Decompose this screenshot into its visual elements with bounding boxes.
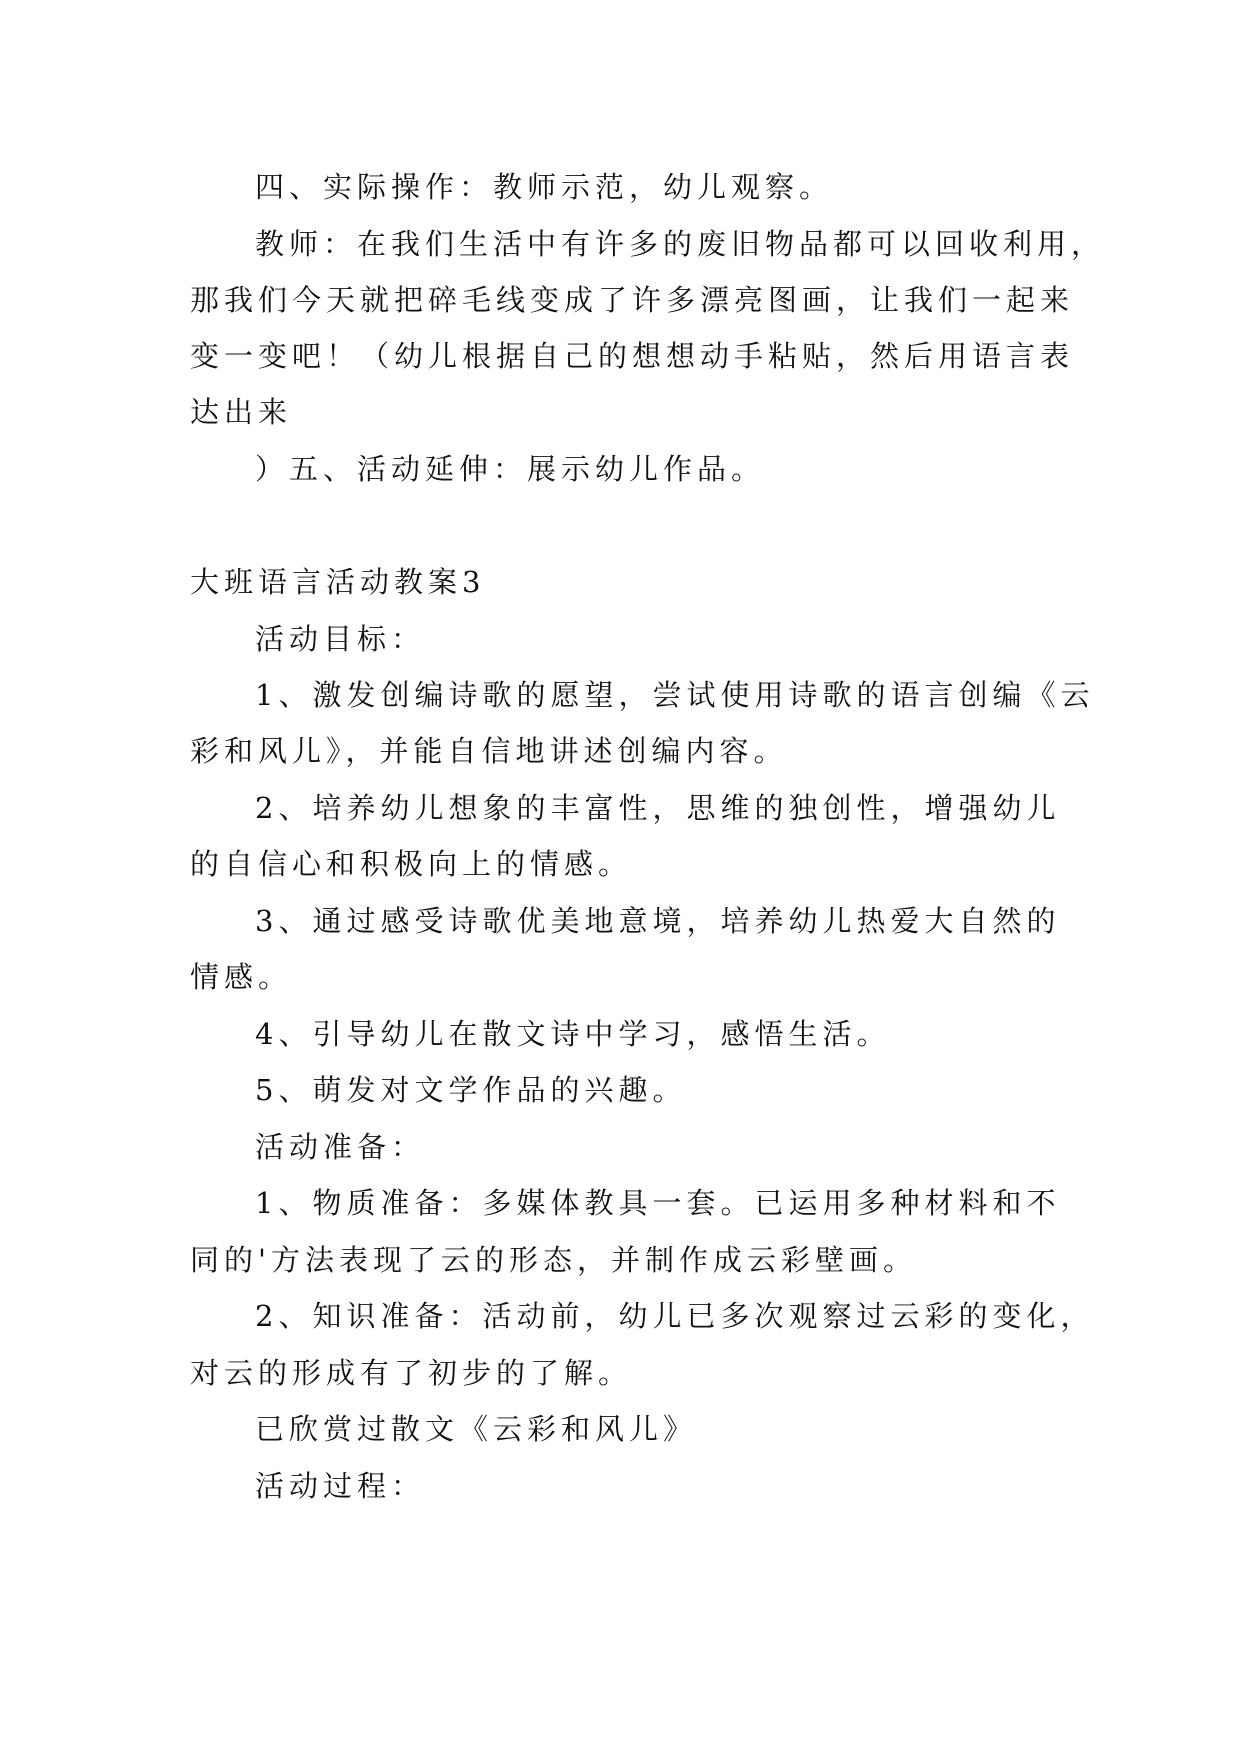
objective-item: 2、培养幼儿想象的丰富性，思维的独创性，增强幼儿 bbox=[255, 791, 1061, 825]
objective-item: 1、激发创编诗歌的愿望，尝试使用诗歌的语言创编《云 bbox=[255, 678, 1095, 712]
teacher-speech-line: 达出来 bbox=[190, 395, 293, 429]
objective-item: 4、引导幼儿在散文诗中学习，感悟生活。 bbox=[255, 1017, 891, 1051]
teacher-speech-line: 那我们今天就把碎毛线变成了许多漂亮图画，让我们一起来 bbox=[190, 283, 1075, 317]
preparation-item: 1、物质准备：多媒体教具一套。已运用多种材料和不 bbox=[255, 1186, 1061, 1220]
preparation-item: 同的'方法表现了云的形态，并制作成云彩壁画。 bbox=[190, 1243, 917, 1277]
section-five-heading: ）五、活动延伸：展示幼儿作品。 bbox=[255, 452, 766, 486]
preparation-item: 2、知识准备：活动前，幼儿已多次观察过云彩的变化， bbox=[255, 1299, 1095, 1333]
teacher-speech-line: 变一变吧！（幼儿根据自己的想想动手粘贴，然后用语言表 bbox=[190, 339, 1075, 373]
preparation-item: 已欣赏过散文《云彩和风儿》 bbox=[255, 1412, 698, 1446]
objectives-heading: 活动目标： bbox=[255, 622, 426, 656]
lesson-plan-title: 大班语言活动教案3 bbox=[190, 565, 486, 599]
objective-item: 彩和风儿》，并能自信地讲述创编内容。 bbox=[190, 734, 788, 768]
objective-item: 5、萌发对文学作品的兴趣。 bbox=[255, 1073, 687, 1107]
objective-item: 情感。 bbox=[190, 960, 293, 994]
process-heading: 活动过程： bbox=[255, 1469, 426, 1503]
preparation-heading: 活动准备： bbox=[255, 1130, 426, 1164]
preparation-item: 对云的形成有了初步的了解。 bbox=[190, 1356, 633, 1390]
section-four-heading: 四、实际操作：教师示范，幼儿观察。 bbox=[255, 170, 834, 204]
objective-item: 3、通过感受诗歌优美地意境，培养幼儿热爱大自然的 bbox=[255, 904, 1061, 938]
teacher-speech-line: 教师：在我们生活中有许多的废旧物品都可以回收利用， bbox=[255, 227, 1106, 261]
objective-item: 的自信心和积极向上的情感。 bbox=[190, 847, 633, 881]
